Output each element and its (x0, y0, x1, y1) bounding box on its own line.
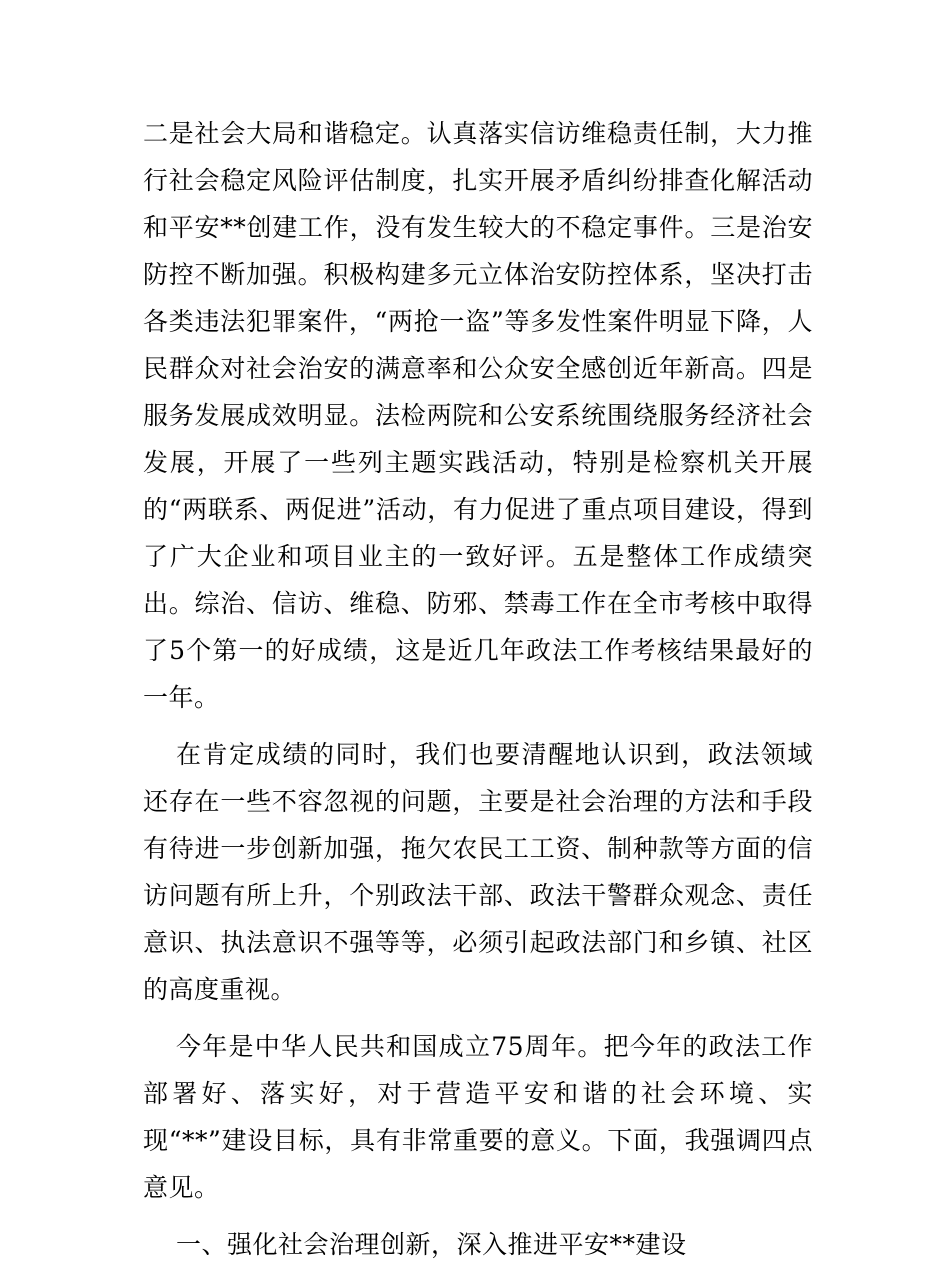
paragraph-achievements: 二是社会大局和谐稳定。认真落实信访维稳责任制，大力推行社会稳定风险评估制度，扎实开展矛盾纠纷排查化解活动和平安**创建工作，没有发生较大的不稳定事件。三是治安防控不断加强。积极构建多元立体治安防控体系，坚决打击各类违法犯罪案件，“两抢一盗”等多发性案件明显下降，人民群众对社会治安的满意率和公众安全感创近年新高。四是服务发展成效明显。法检两院和公安系统围绕服务经济社会发展，开展了一些列主题实践活动，特别是检察机关开展的“两联系、两促进”活动，有力促进了重点项目建设，得到了广大企业和项目业主的一致好评。五是整体工作成绩突出。综治、信访、维稳、防邪、禁毒工作在全市考核中取得了5个第一的好成绩，这是近几年政法工作考核结果最好的一年。 (143, 119, 813, 712)
document-body (143, 110, 813, 1268)
section-heading: 一、强化社会治理创新，深入推进平安**建设 (176, 1230, 687, 1259)
paragraph-this-year: 今年是中华人民共和国成立75周年。把今年的政法工作部署好、落实好，对于营造平安和谐的社会环境、实现“**”建设目标，具有非常重要的意义。下面，我强调四点意见。 (143, 1032, 813, 1202)
paragraph-problems: 在肯定成绩的同时，我们也要清醒地认识到，政法领域还存在一些不容忽视的问题，主要是社会治理的方法和手段有待进一步创新加强，拖欠农民工工资、制种款等方面的信访问题有所上升，个别政法干部、政法干警群众观念、责任意识、执法意识不强等等，必须引起政法部门和乡镇、社区的高度重视。 (143, 740, 813, 1004)
